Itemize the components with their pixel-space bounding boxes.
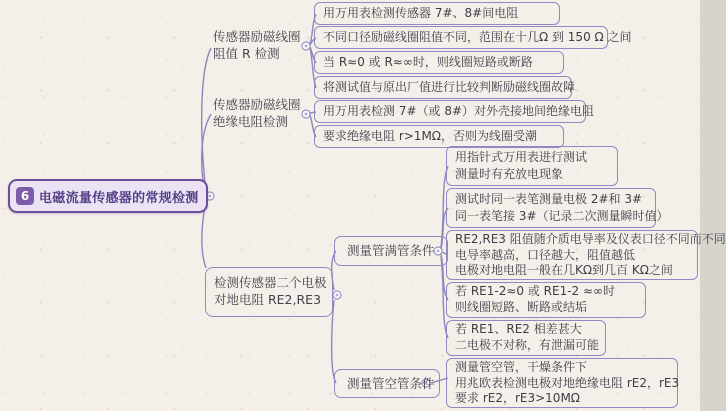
leaf-text: 用指针式万用表进行测试	[455, 150, 588, 164]
topic-number-badge: 6	[16, 187, 34, 205]
leaf-text: 则线圈短路、断路或结垢	[455, 299, 588, 314]
leaf-node[interactable]	[314, 2, 560, 25]
leaf-text: 用万用表检测传感器 7#、8#间电阻	[323, 6, 519, 20]
leaf-text: 测量时有充放电现象	[455, 166, 564, 181]
leaf-text: 测试时同一表笔测量电极 2#和 3#	[455, 192, 643, 206]
collapse-icon-dot	[305, 113, 308, 116]
branch-label-line: 检测传感器二个电极	[214, 275, 327, 290]
branch-node-coil-resistance[interactable]	[213, 28, 301, 62]
leaf-text: 当 R≈0 或 R≈∞时，则线圈短路或断路	[323, 55, 533, 69]
leaf-text: 电导率越高，口径越大，阻值越低	[455, 247, 636, 262]
leaf-text: 要求 rE2，rE3>10MΩ	[455, 391, 580, 405]
branch-node-electrode-resistance[interactable]	[205, 267, 333, 317]
subtopic-node-empty-pipe[interactable]	[334, 369, 440, 398]
leaf-node[interactable]	[446, 188, 669, 228]
leaf-text: 用兆欧表检测电极对地绝缘电阻 rE2，rE3	[455, 375, 680, 390]
leaf-text: 二电极不对称，有泄漏可能	[455, 337, 600, 352]
branch-label-line: 传感器励磁线圈	[213, 97, 301, 112]
leaf-node[interactable]	[314, 125, 564, 148]
root-topic-node[interactable]	[8, 179, 208, 213]
branch-label-line: 绝缘电阻检测	[213, 114, 289, 129]
branch-node-insulation-resistance[interactable]	[213, 96, 301, 130]
branch-label-line: 阻值 R 检测	[213, 46, 280, 61]
leaf-node[interactable]	[314, 76, 576, 99]
leaf-text: 若 RE1-2≈0 或 RE1-2 ≈∞时	[455, 284, 616, 298]
leaf-text: 要求绝缘电阻 r>1MΩ，否则为线圈受潮	[323, 129, 537, 143]
collapse-icon-dot	[336, 294, 339, 297]
leaf-text: 将测试值与原出厂值进行比较判断励磁线圈故障	[323, 80, 576, 94]
leaf-node[interactable]	[446, 320, 606, 356]
leaf-text: 用万用表检测 7#（或 8#）对外壳接地间绝缘电阻	[323, 104, 595, 118]
subtopic-label: 测量管空管条件	[347, 375, 435, 391]
collapse-icon-dot	[209, 195, 212, 198]
subtopic-label: 测量管满管条件	[347, 243, 435, 258]
leaf-text: RE2,RE3 阻值随介质电导率及仪表口径不同而不同	[455, 232, 726, 246]
root-topic-label: 电磁流量传感器的常规检测	[39, 190, 199, 206]
leaf-node[interactable]	[314, 100, 595, 123]
leaf-text: 测量管空管，干燥条件下	[455, 360, 588, 374]
leaf-node[interactable]	[446, 230, 726, 280]
leaf-node[interactable]	[446, 146, 618, 186]
leaf-node[interactable]	[446, 282, 646, 318]
branch-label-line: 对地电阻 RE2,RE3	[214, 292, 322, 307]
connector-root-branch1	[202, 48, 211, 192]
leaf-text: 电极对地电阻一般在几KΩ到几百 KΩ之间	[455, 263, 673, 277]
subtopic-node-full-pipe[interactable]	[334, 236, 448, 266]
leaf-node[interactable]	[446, 358, 678, 408]
leaf-text: 若 RE1、RE2 相差甚大	[455, 322, 582, 336]
collapse-icon-dot	[305, 45, 308, 48]
leaf-text: 不同口径励磁线圈阻值不同，范围在十几Ω 到 150 Ω 之间	[323, 30, 632, 44]
branch-label-line: 传感器励磁线圈	[213, 29, 301, 44]
leaf-node[interactable]	[314, 51, 564, 74]
leaf-text: 同一表笔接 3#（记录二次测量瞬时值）	[455, 208, 669, 223]
leaf-node[interactable]	[314, 26, 632, 49]
